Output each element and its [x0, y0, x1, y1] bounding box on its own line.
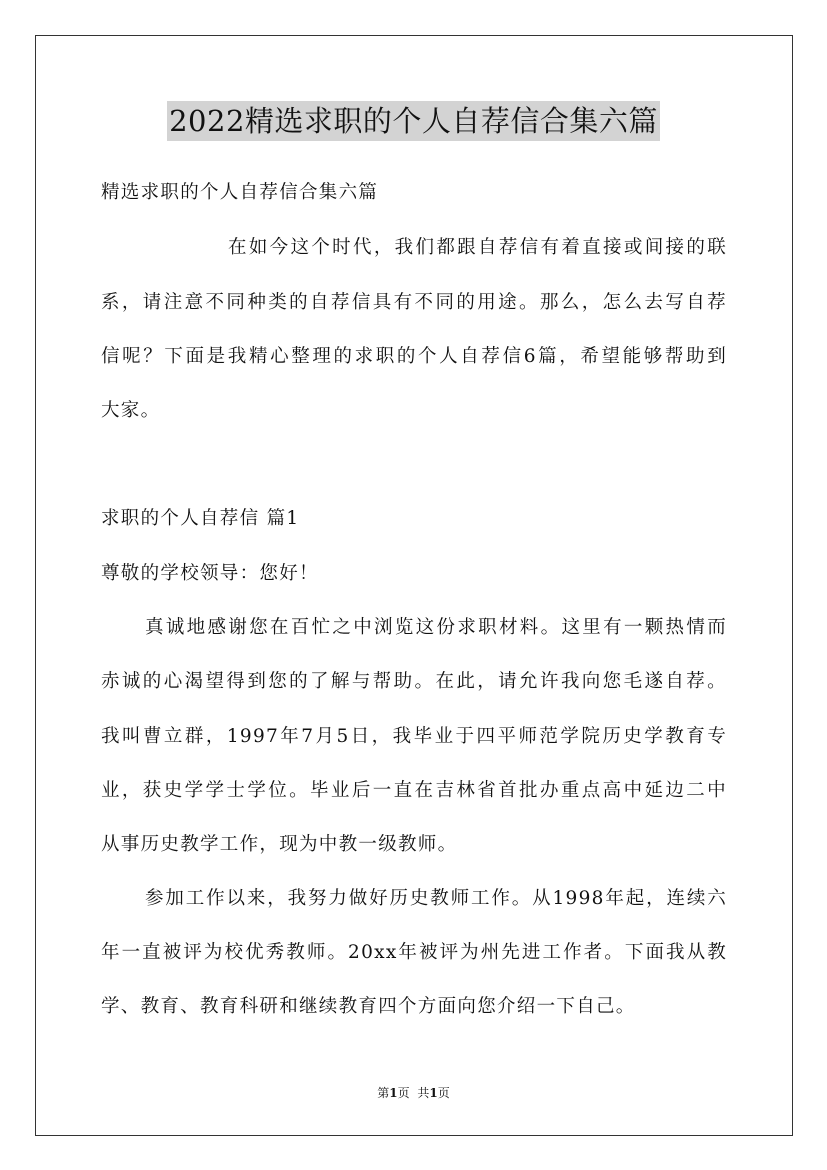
footer-page-suffix: 页: [397, 1086, 410, 1100]
paragraph2-line-2: 年一直被评为校优秀教师。20xx年被评为州先进工作者。下面我从教: [101, 942, 727, 963]
paragraph1-line-5: 从事历史教学工作，现为中教一级教师。: [101, 834, 458, 855]
footer-page-number: 1: [389, 1086, 398, 1100]
footer-total-prefix: 共: [417, 1086, 430, 1100]
document-title: 2022精选求职的个人自荐信合集六篇: [167, 101, 660, 141]
intro-line-4: 大家。: [101, 400, 161, 421]
paragraph2-line-1: 参加工作以来，我努力做好历史教师工作。从1998年起，连续六: [145, 888, 727, 909]
paragraph1-line-2: 赤诚的心渴望得到您的了解与帮助。在此，请允许我向您毛遂自荐。: [101, 671, 727, 692]
section-heading: 求职的个人自荐信 篇1: [101, 508, 300, 529]
footer-total-suffix: 页: [437, 1086, 450, 1100]
intro-line-2: 系，请注意不同种类的自荐信具有不同的用途。那么，怎么去写自荐: [101, 292, 727, 313]
intro-line-3: 信呢？下面是我精心整理的求职的个人自荐信6篇，希望能够帮助到: [101, 346, 727, 367]
title-container: [0, 101, 827, 141]
page-footer: [0, 1085, 827, 1101]
paragraph2-line-3: 学、教育、教育科研和继续教育四个方面向您介绍一下自己。: [101, 996, 636, 1017]
footer-total-number: 1: [429, 1086, 438, 1100]
paragraph1-line-3: 我叫曹立群，1997年7月5日，我毕业于四平师范学院历史学教育专: [101, 726, 727, 747]
greeting: 尊敬的学校领导：您好！: [101, 563, 319, 584]
paragraph1-line-1: 真诚地感谢您在百忙之中浏览这份求职材料。这里有一颗热情而: [145, 617, 727, 638]
subtitle: 精选求职的个人自荐信合集六篇: [101, 182, 379, 203]
paragraph1-line-4: 业，获史学学士学位。毕业后一直在吉林省首批办重点高中延边二中: [101, 780, 727, 801]
intro-line-1: 在如今这个时代，我们都跟自荐信有着直接或间接的联: [228, 237, 727, 258]
footer-page-prefix: 第: [377, 1086, 390, 1100]
